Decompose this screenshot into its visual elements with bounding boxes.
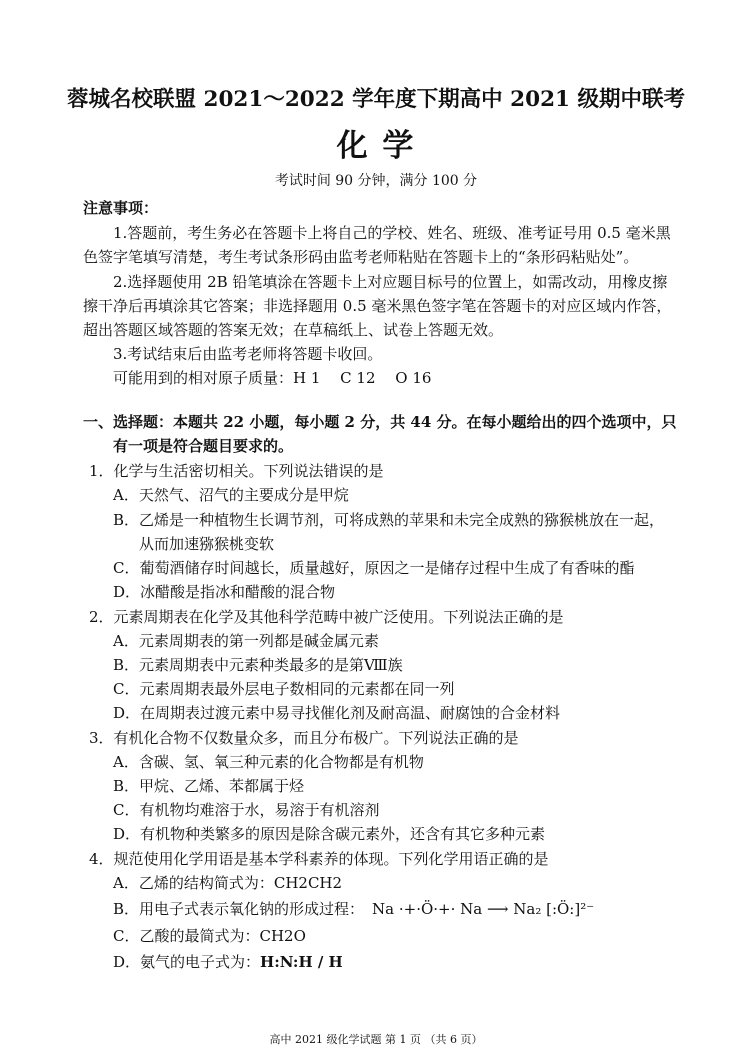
chemical-formula: CH2O <box>259 927 306 945</box>
question-option: 从而加速猕猴桃变软 <box>139 535 275 553</box>
option-label: A．乙烯的结构简式为： <box>113 874 274 892</box>
question-stem: 3．有机化合物不仅数量众多，而且分布极广。下列说法正确的是 <box>89 729 519 747</box>
question-stem: 2．元素周期表在化学及其他科学范畴中被广泛使用。下列说法正确的是 <box>89 608 564 626</box>
page-footer: 高中 2021 级化学试题 第 1 页 （共 6 页） <box>269 1033 483 1046</box>
question-option: A．元素周期表的第一列都是碱金属元素 <box>113 632 379 650</box>
question-option <box>113 926 306 946</box>
exam-title: 蓉城名校联盟 2021～2022 学年度下期高中 2021 级期中联考 <box>67 87 685 112</box>
option-label: B．用电子式表示氧化钠的形成过程： <box>113 900 365 918</box>
question-option: B．元素周期表中元素种类最多的是第Ⅷ族 <box>113 656 403 674</box>
notice-heading: 注意事项： <box>83 199 159 217</box>
question-option: C．元素周期表最外层电子数相同的元素都在同一列 <box>113 680 455 698</box>
question-option: A．含碳、氢、氧三种元素的化合物都是有机物 <box>113 753 424 771</box>
question-stem: 1．化学与生活密切相关。下列说法错误的是 <box>89 462 384 480</box>
notice-line: 2.选择题使用 2B 铅笔填涂在答题卡上对应题目标号的位置上，如需改动，用橡皮擦 <box>113 273 668 291</box>
notice-line: 擦干净后再填涂其它答案；非选择题用 0.5 毫米黑色签字笔在答题卡的对应区域内作答， <box>83 297 672 315</box>
question-option <box>113 952 343 972</box>
section-heading: 一、选择题：本题共 22 小题，每小题 2 分，共 44 分。在每小题给出的四个选项中，只 <box>83 413 677 431</box>
question-option <box>113 899 594 919</box>
question-option: A．天然气、沼气的主要成分是甲烷 <box>113 486 349 504</box>
section-heading: 有一项是符合题目要求的。 <box>113 437 294 455</box>
electron-formula: Na ·+·Ö·+· Na ⟶ Na₂ [:Ö:]²⁻ <box>372 900 595 918</box>
question-option: D．冰醋酸是指冰和醋酸的混合物 <box>113 583 336 601</box>
atomic-mass-line: 可能用到的相对原子质量：H 1 C 12 O 16 <box>113 369 432 387</box>
exam-info: 考试时间 90 分钟，满分 100 分 <box>274 173 478 189</box>
chemical-formula: CH2CH2 <box>273 874 343 892</box>
question-stem: 4．规范使用化学用语是基本学科素养的体现。下列化学用语正确的是 <box>89 850 549 868</box>
question-option: B．甲烷、乙烯、苯都属于烃 <box>113 777 305 795</box>
question-option <box>113 873 342 893</box>
notice-line: 1.答题前，考生务必在答题卡上将自己的学校、姓名、班级、准考证号用 0.5 毫米黑 <box>113 224 671 242</box>
question-option: B．乙烯是一种植物生长调节剂，可将成熟的苹果和未完全成熟的猕猴桃放在一起， <box>113 511 665 529</box>
notice-line: 3.考试结束后由监考老师将答题卡收回。 <box>113 345 383 363</box>
notice-line: 超出答题区域答题的答案无效；在草稿纸上、试卷上答题无效。 <box>83 321 504 339</box>
option-label: D．氨气的电子式为： <box>113 953 261 971</box>
question-option: C．有机物均难溶于水，易溶于有机溶剂 <box>113 801 380 819</box>
question-option: C．葡萄酒储存时间越长，质量越好，原因之一是储存过程中生成了有香味的酯 <box>113 559 635 577</box>
question-option: D．在周期表过渡元素中易寻找催化剂及耐高温、耐腐蚀的合金材料 <box>113 704 561 722</box>
electron-formula: H:N:H / H <box>260 953 343 971</box>
notice-line: 色签字笔填写清楚，考生考试条形码由监考老师粘贴在答题卡上的“条形码粘贴处”。 <box>83 248 639 266</box>
question-option: D．有机物种类繁多的原因是除含碳元素外，还含有其它多种元素 <box>113 825 546 843</box>
option-label: C．乙酸的最简式为： <box>113 927 260 945</box>
subject-heading: 化 学 <box>336 128 416 164</box>
